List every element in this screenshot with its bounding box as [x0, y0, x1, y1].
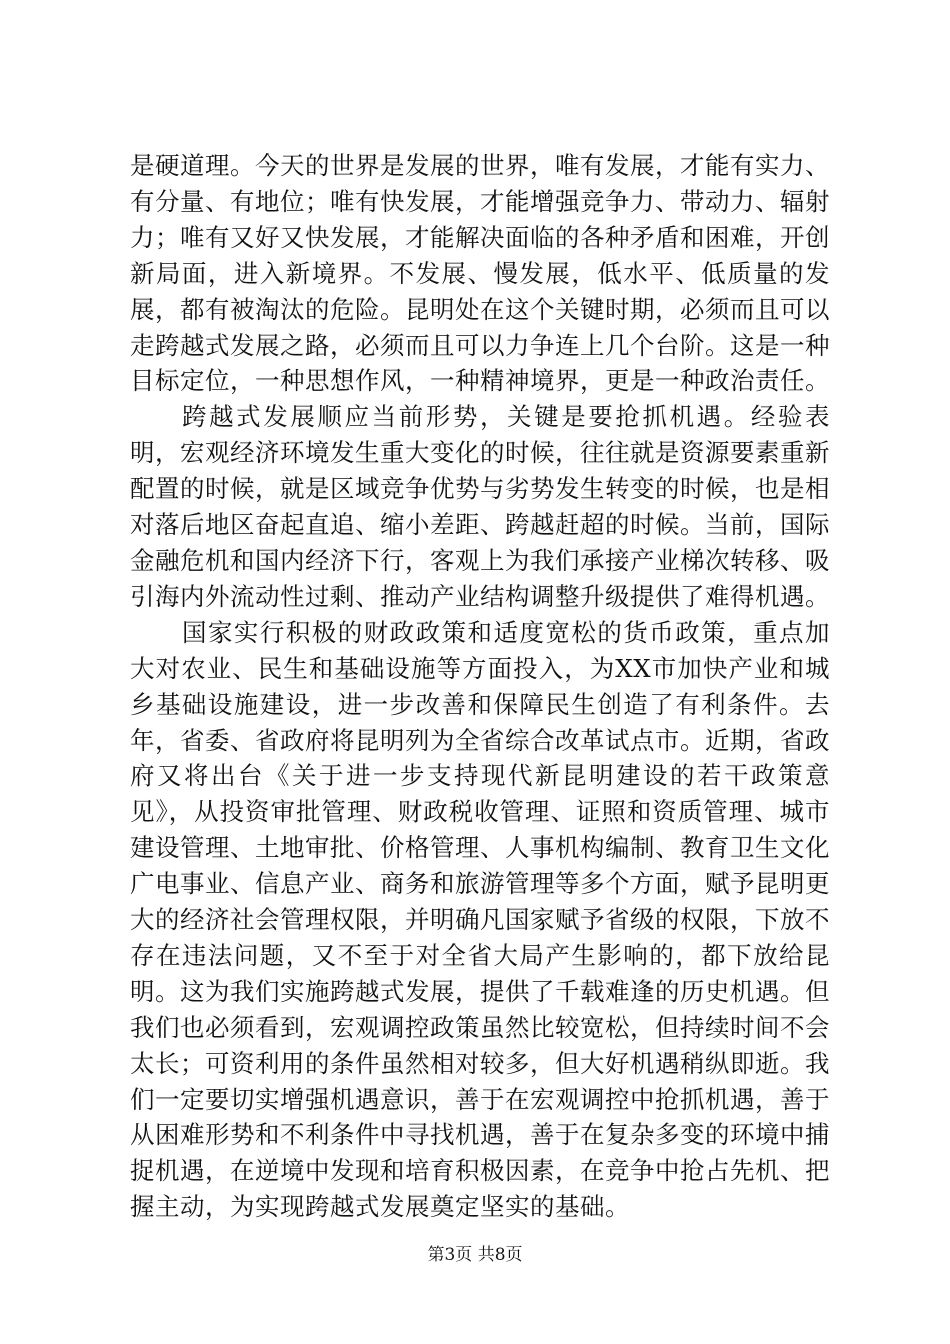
- paragraph-opportunity: 跨越式发展顺应当前形势，关键是要抢抓机遇。经验表明，宏观经济环境发生重大变化的时候，往往就是资源要素重新配置的时候，就是区域竞争优势与劣势发生转变的时候，也是相对落后地区奋起直追、缩小差距、跨越赶超的时候。当前，国际金融危机和国内经济下行，客观上为我们承接产业梯次转移、吸引海内外流动性过剩、推动产业结构调整升级提供了难得机遇。: [130, 402, 830, 611]
- paragraph-policy: 国家实行积极的财政政策和适度宽松的货币政策，重点加大对农业、民生和基础设施等方面投入，为XX市加快产业和城乡基础设施建设，进一步改善和保障民生创造了有利条件。去年，省委、省政府将昆明列为全省综合改革试点市。近期，省政府又将出台《关于进一步支持现代新昆明建设的若干政策意见》，从投资审批管理、财政税收管理、证照和资质管理、城市建设管理、土地审批、价格管理、人事机构编制、教育卫生文化广电事业、信息产业、商务和旅游管理等多个方面，赋予昆明更大的经济社会管理权限，并明确凡国家赋予省级的权限，下放不存在违法问题，又不至于对全省大局产生影响的，都下放给昆明。这为我们实施跨越式发展，提供了千载难逢的历史机遇。但我们也必须看到，宏观调控政策虽然比较宽松，但持续时间不会太长；可资利用的条件虽然相对较多，但大好机遇稍纵即逝。我们一定要切实增强机遇意识，善于在宏观调控中抢抓机遇，善于从困难形势和不利条件中寻找机遇，善于在复杂多变的环境中捕捉机遇，在逆境中发现和培育积极因素，在竞争中抢占先机、把握主动，为实现跨越式发展奠定坚实的基础。: [130, 617, 830, 1222]
- paragraph-continued: 是硬道理。今天的世界是发展的世界，唯有发展，才能有实力、有分量、有地位；唯有快发展，才能增强竞争力、带动力、辐射力；唯有又好又快发展，才能解决面临的各种矛盾和困难，开创新局面，进入新境界。不发展、慢发展，低水平、低质量的发展，都有被淘汰的危险。昆明处在这个关键时期，必须而且可以走跨越式发展之路，必须而且可以力争连上几个台阶。这是一种目标定位，一种思想作风，一种精神境界，更是一种政治责任。: [130, 151, 830, 396]
- page-number-footer: 第3页 共8页: [427, 1245, 523, 1265]
- document-body: [130, 148, 830, 1225]
